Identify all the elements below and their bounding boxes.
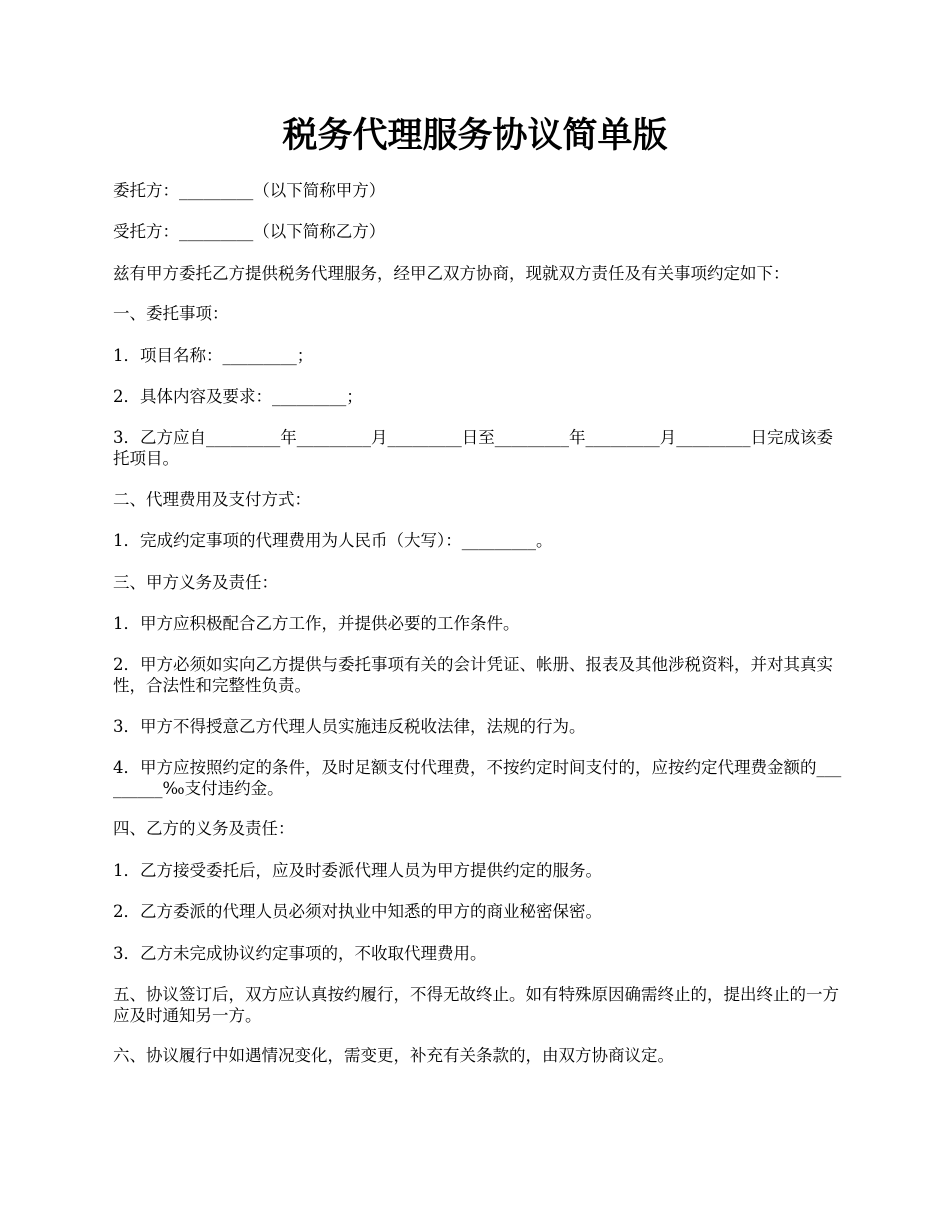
clause-1-2: 2．具体内容及要求：_________； <box>113 386 363 406</box>
clause-3-2: 2．甲方必须如实向乙方提供与委托事项有关的会计凭证、帐册、报表及其他涉税资料，并对其真实性，合法性和完整性负责。 <box>113 655 833 696</box>
section-heading-1: 一、委托事项： <box>113 304 229 324</box>
clause-2-1: 1．完成约定事项的代理费用为人民币（大写）：_________。 <box>113 531 553 551</box>
document-title: 税务代理服务协议简单版 <box>282 115 668 156</box>
clause-3-1: 1．甲方应积极配合乙方工作，并提供必要的工作条件。 <box>113 613 520 633</box>
clause-1-3: 3．乙方应自_________年_________月_________日至_________年_________月_________日完成该委托项目。 <box>113 428 833 469</box>
section-heading-4: 四、乙方的义务及责任： <box>113 819 295 839</box>
section-heading-2: 二、代理费用及支付方式： <box>113 489 311 509</box>
section-5-paragraph: 五、协议签订后，双方应认真按约履行，不得无故终止。如有特殊原因确需终止的，提出终止的一方应及时通知另一方。 <box>113 985 839 1026</box>
section-6-paragraph: 六、协议履行中如遇情况变化，需变更，补充有关条款的，由双方协商议定。 <box>113 1046 674 1066</box>
principal-line: 委托方：_________（以下简称甲方） <box>113 181 386 200</box>
section-heading-3: 三、甲方义务及责任： <box>113 572 278 592</box>
agent-line: 受托方：_________（以下简称乙方） <box>113 222 386 242</box>
preamble-paragraph: 兹有甲方委托乙方提供税务代理服务，经甲乙双方协商，现就双方责任及有关事项约定如下： <box>113 263 790 283</box>
clause-1-1: 1．项目名称：_________； <box>113 345 314 365</box>
clause-4-3: 3．乙方未完成协议约定事项的，不收取代理费用。 <box>113 943 487 963</box>
clause-4-2: 2．乙方委派的代理人员必须对执业中知悉的甲方的商业秘密保密。 <box>113 902 602 922</box>
clause-3-4: 4．甲方应按照约定的条件，及时足额支付代理费，不按约定时间支付的，应按约定代理费金额的_________‰支付违约金。 <box>113 758 842 799</box>
clause-3-3: 3．甲方不得授意乙方代理人员实施违反税收法律，法规的行为。 <box>113 716 586 736</box>
document-body <box>113 180 843 1087</box>
clause-4-1: 1．乙方接受委托后，应及时委派代理人员为甲方提供约定的服务。 <box>113 860 602 880</box>
